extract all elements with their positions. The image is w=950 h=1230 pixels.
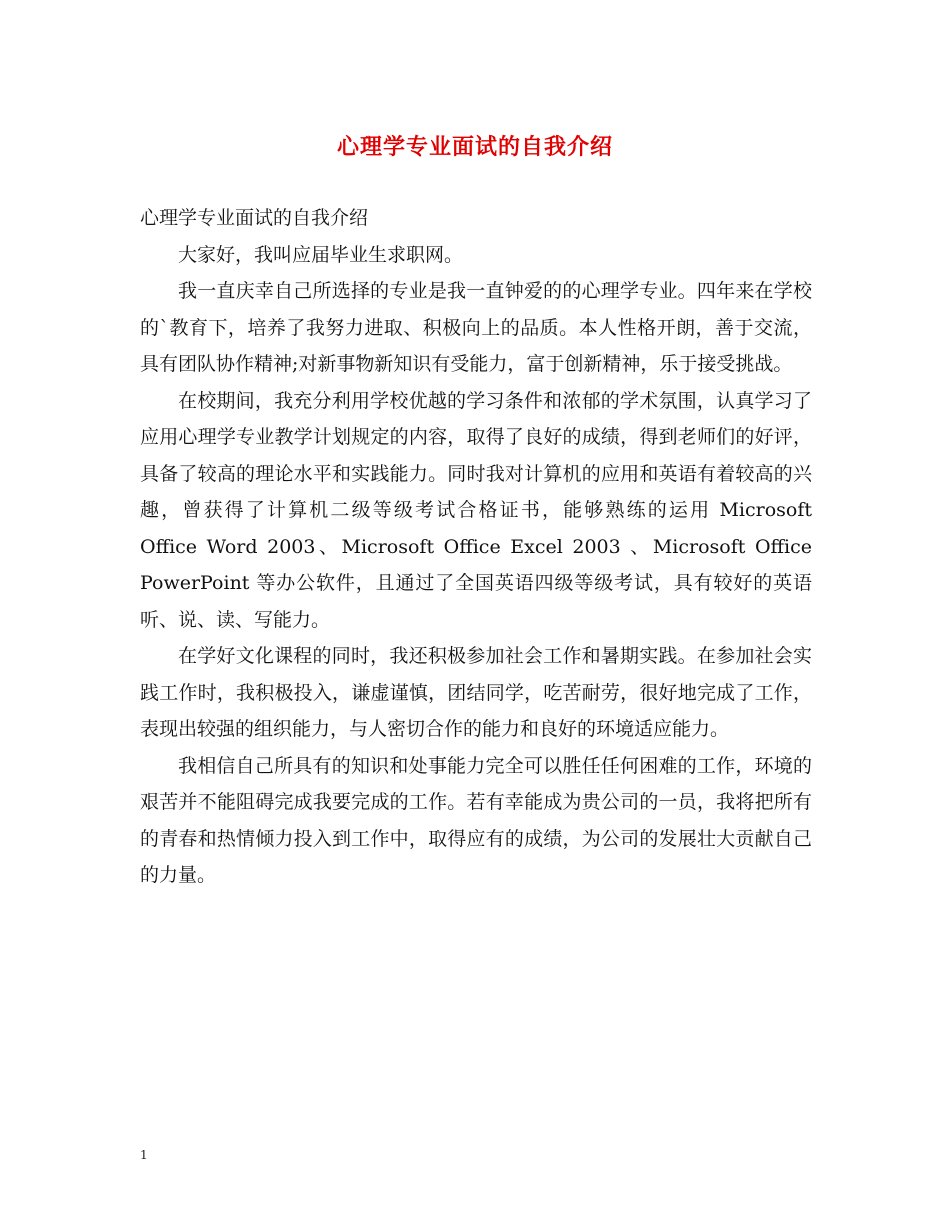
paragraph-social-practice: 在学好文化课程的同时，我还积极参加社会工作和暑期实践。在参加社会实践工作时，我积极投入，谦虚谨慎，团结同学，吃苦耐劳，很好地完成了工作，表现出较强的组织能力，与人密切合作的能力和良好的环境适应能力。: [140, 645, 812, 740]
paragraph-school-study: 在校期间，我充分利用学校优越的学习条件和浓郁的学术氛围，认真学习了应用心理学专业教学计划规定的内容，取得了良好的成绩，得到老师们的好评，具备了较高的理论水平和实践能力。同时我对计算机的应用和英语有着较高的兴趣，曾获得了计算机二级等级考试合格证书，能够熟练的运用 Microsoft Office Word 2003、Microsoft Office Excel 2003 、Microsoft Office PowerPoint 等办公软件，且通过了全国英语四级等级考试，具有较好的英语听、说、读、写能力。: [140, 389, 812, 631]
paragraph-major: 我一直庆幸自己所选择的专业是我一直钟爱的的心理学专业。四年来在学校的`教育下，培养了我努力进取、积极向上的品质。本人性格开朗，善于交流，具有团队协作精神;对新事物新知识有受能力，富于创新精神，乐于接受挑战。: [140, 280, 812, 375]
document-body: [140, 200, 812, 894]
document-subtitle: 心理学专业面试的自我介绍: [140, 207, 369, 229]
page-number: 1: [140, 1148, 148, 1162]
paragraph-greeting: 大家好，我叫应届毕业生求职网。: [178, 243, 464, 266]
document-title: 心理学专业面试的自我介绍: [336, 134, 613, 160]
paragraph-conclusion: 我相信自己所具有的知识和处事能力完全可以胜任任何困难的工作，环境的艰苦并不能阻碍完成我要完成的工作。若有幸能成为贵公司的一员，我将把所有的青春和热情倾力投入到工作中，取得应有的成绩，为公司的发展壮大贡献自己的力量。: [140, 754, 812, 886]
